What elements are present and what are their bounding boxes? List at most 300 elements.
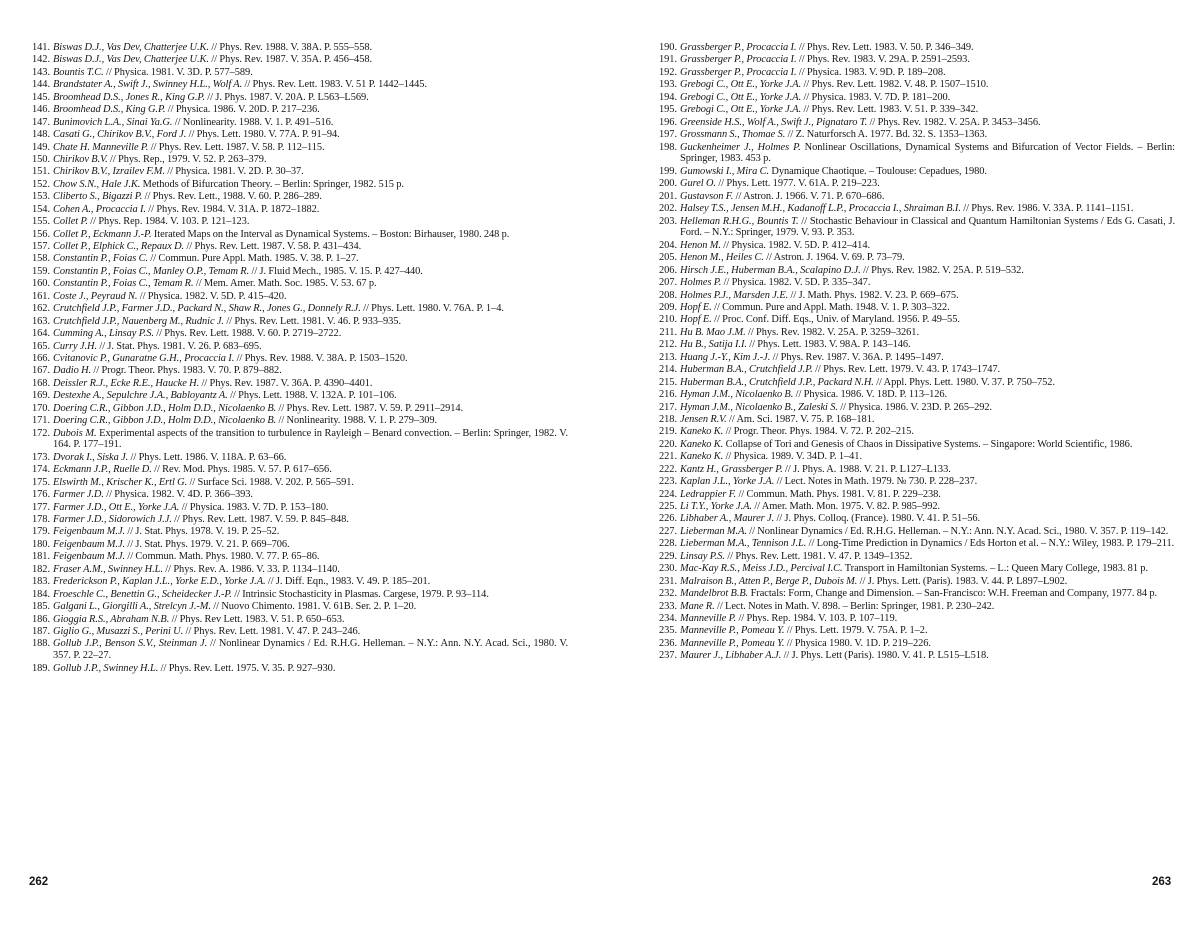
reference-number: 149. bbox=[32, 141, 50, 153]
reference-authors: Holmes P.J., Marsden J.E. bbox=[680, 289, 789, 301]
reference-details: // Phys. Rep. 1984. V. 103. P. 121–123. bbox=[87, 216, 250, 228]
reference-details: // Physica. 1989. V. 34D. P. 1–41. bbox=[723, 451, 862, 463]
reference-entry bbox=[653, 42, 1175, 54]
reference-number: 180. bbox=[32, 538, 50, 550]
reference-entry bbox=[26, 79, 568, 91]
reference-entry bbox=[26, 104, 568, 116]
reference-authors: Grassberger P., Procaccia I. bbox=[680, 66, 797, 78]
reference-number: 158. bbox=[32, 253, 50, 265]
reference-authors: Feigenbaum M.J. bbox=[53, 538, 126, 550]
reference-entry bbox=[26, 564, 568, 576]
reference-details: // Long-Time Prediction in Dynamics / Eds Horton et al. – N.Y.: Wiley, 1983. P. 179–211. bbox=[806, 538, 1175, 550]
reference-details: // Physica. 1983. V. 7D. P. 153–180. bbox=[179, 501, 329, 513]
reference-authors: Halsey T.S., Jensen M.H., Kadanoff L.P., Procaccia I., Shraiman B.I. bbox=[680, 203, 961, 215]
reference-entry bbox=[653, 526, 1175, 538]
reference-entry bbox=[26, 54, 568, 66]
reference-entry bbox=[26, 341, 568, 353]
reference-entry bbox=[26, 241, 568, 253]
reference-authors: Ledrappier F. bbox=[680, 488, 737, 500]
reference-number: 236. bbox=[659, 637, 677, 649]
reference-entry bbox=[653, 129, 1175, 141]
reference-details: // Phys. Rep. 1984. V. 103. P. 107–119. bbox=[736, 612, 898, 624]
reference-details: // Stochastic Behaviour in Classical and Quantum Hamiltonian Systems / Eds G. Casati, J. Ford. – N.Y.: Springer, 1979. V. 93. P. 353. bbox=[680, 215, 1175, 239]
reference-entry bbox=[653, 551, 1175, 563]
reference-number: 214. bbox=[659, 364, 677, 376]
reference-number: 157. bbox=[32, 241, 50, 252]
reference-entry bbox=[653, 117, 1175, 129]
right-page-references bbox=[653, 42, 1175, 663]
reference-number: 182. bbox=[32, 563, 50, 575]
reference-number: 173. bbox=[32, 451, 50, 463]
reference-number: 172. bbox=[32, 427, 50, 439]
reference-details: // Physica. 1986. V. 20D. P. 217–236. bbox=[165, 104, 320, 116]
reference-entry bbox=[26, 353, 568, 365]
reference-authors: Dubois M. bbox=[53, 427, 97, 439]
reference-entry bbox=[653, 327, 1175, 339]
reference-details: // Physica. 1983. V. 9D. P. 189–208. bbox=[796, 66, 946, 78]
reference-authors: Linsay P.S. bbox=[680, 550, 725, 562]
reference-number: 162. bbox=[32, 303, 50, 315]
reference-number: 221. bbox=[659, 451, 677, 463]
reference-authors: Grossmann S., Thomae S. bbox=[680, 129, 786, 141]
reference-number: 219. bbox=[659, 426, 677, 438]
reference-details: // Rev. Mod. Phys. 1985. V. 57. P. 617–656. bbox=[151, 464, 332, 476]
reference-entry bbox=[653, 426, 1175, 438]
reference-details: // Phys. Rev. Lett. 1983. V. 51. P. 339–342. bbox=[801, 104, 979, 116]
reference-details: // Commun. Pure and Appl. Math. 1948. V. 1. P. 303–322. bbox=[711, 302, 950, 313]
reference-authors: Cohen A., Procaccia I. bbox=[53, 203, 146, 215]
reference-number: 179. bbox=[32, 526, 50, 538]
reference-details: // Physica. 1982. V. 4D. P. 366–393. bbox=[103, 489, 253, 501]
reference-number: 195. bbox=[659, 104, 677, 116]
reference-authors: Kaneko K. bbox=[680, 438, 724, 450]
reference-entry bbox=[653, 265, 1175, 277]
reference-entry bbox=[26, 179, 568, 191]
reference-entry bbox=[26, 452, 568, 464]
reference-details: Methods of Bifurcation Theory. – Berlin: Springer, 1982. 515 p. bbox=[140, 178, 404, 190]
reference-entry bbox=[653, 414, 1175, 426]
reference-details: // Phys. Rev. 1988. V. 38A. P. 555–558. bbox=[208, 42, 373, 53]
reference-details: // Phys. Rev. Lett. 1988. V. 60. P. 2719–2722. bbox=[153, 328, 342, 340]
reference-authors: Bountis T.C. bbox=[53, 66, 104, 78]
reference-details: // Phys. Lett. 1983. V. 98A. P. 143–146. bbox=[746, 339, 911, 351]
reference-authors: Gumowski I., Mira C. bbox=[680, 165, 770, 177]
reference-entry bbox=[653, 290, 1175, 302]
reference-number: 189. bbox=[32, 662, 50, 674]
reference-entry bbox=[653, 216, 1175, 240]
reference-details: // J. Phys. 1987. V. 20A. P. L563–L569. bbox=[204, 91, 369, 103]
reference-entry bbox=[26, 526, 568, 538]
reference-details: // J. Stat. Phys. 1978. V. 19. P. 25–52. bbox=[125, 526, 280, 538]
reference-authors: Farmer J.D. bbox=[53, 489, 104, 501]
reference-number: 203. bbox=[659, 215, 677, 227]
reference-entry bbox=[26, 229, 568, 241]
reference-number: 156. bbox=[32, 228, 50, 240]
reference-number: 205. bbox=[659, 252, 677, 264]
reference-entry bbox=[653, 451, 1175, 463]
reference-authors: Farmer J.D., Ott E., Yorke J.A. bbox=[53, 501, 180, 513]
reference-number: 188. bbox=[32, 638, 50, 650]
reference-details: // J. Phys. Lett (Paris). 1980. V. 41. P. L515–L518. bbox=[781, 650, 989, 662]
reference-details: // Phys. Rev. A. 1986. V. 33. P. 1134–1140. bbox=[162, 563, 340, 575]
reference-number: 144. bbox=[32, 79, 50, 91]
reference-entry bbox=[26, 42, 568, 54]
reference-number: 150. bbox=[32, 153, 50, 165]
reference-details: Collapse of Tori and Genesis of Chaos in Dissipative Systems. – Singapore: World Scientific, 1986. bbox=[723, 438, 1133, 450]
reference-entry bbox=[26, 576, 568, 588]
reference-entry bbox=[653, 104, 1175, 116]
reference-details: // Phys. Rev. Lett. 1981. V. 46. P. 933–935. bbox=[223, 315, 402, 327]
reference-details: // Phys. Rev. Lett. 1987. V. 59. P. 845–848. bbox=[171, 514, 349, 526]
reference-entry bbox=[653, 538, 1175, 550]
reference-authors: Crutchfield J.P., Farmer J.D., Packard N., Shaw R., Jones G., Donnely R.J. bbox=[53, 303, 361, 315]
reference-entry bbox=[26, 638, 568, 662]
reference-number: 230. bbox=[659, 563, 677, 575]
reference-details: // Phys. Lett. 1986. V. 118A. P. 63–66. bbox=[128, 451, 287, 463]
reference-entry bbox=[26, 390, 568, 402]
reference-authors: Cvitanovic P., Gunaratne G.H., Procaccia I. bbox=[53, 352, 235, 364]
reference-details: // J. Math. Phys. 1982. V. 23. P. 669–675. bbox=[788, 289, 959, 301]
reference-number: 228. bbox=[659, 538, 677, 550]
reference-entry bbox=[26, 67, 568, 79]
reference-authors: Li T.Y., Yorke J.A. bbox=[680, 501, 752, 512]
reference-authors: Lieberman M.A., Tennison J.L. bbox=[680, 538, 807, 550]
reference-authors: Farmer J.D., Sidorowich J.J. bbox=[53, 514, 172, 526]
reference-number: 215. bbox=[659, 376, 677, 388]
reference-entry bbox=[26, 551, 568, 563]
reference-number: 159. bbox=[32, 265, 50, 277]
reference-authors: Fraser A.M., Swinney H.L. bbox=[53, 563, 163, 575]
reference-details: // Phys. Rev. Lett. 1983. V. 50. P. 346–349. bbox=[796, 42, 974, 53]
reference-authors: Manneville P., Pomeau Y. bbox=[680, 637, 785, 649]
reference-authors: Hu B., Satija I.I. bbox=[680, 339, 747, 351]
reference-authors: Cliberto S., Bigazzi P. bbox=[53, 191, 143, 203]
reference-number: 209. bbox=[659, 302, 677, 313]
reference-entry bbox=[653, 563, 1175, 575]
reference-entry bbox=[653, 339, 1175, 351]
reference-details: // J. Phys. A. 1988. V. 21. P. L127–L133. bbox=[782, 463, 951, 475]
reference-authors: Cumming A., Linsay P.S. bbox=[53, 328, 154, 340]
reference-number: 147. bbox=[32, 116, 50, 128]
reference-number: 148. bbox=[32, 129, 50, 141]
reference-details: // J. Phys. Lett. (Paris). 1983. V. 44. P. L897–L902. bbox=[857, 575, 1068, 587]
reference-number: 237. bbox=[659, 650, 677, 662]
reference-entry bbox=[26, 216, 568, 228]
reference-details: // Commun. Pure Appl. Math. 1985. V. 38. P. 1–27. bbox=[148, 253, 359, 265]
reference-number: 192. bbox=[659, 66, 677, 78]
reference-entry bbox=[653, 576, 1175, 588]
reference-authors: Gollub J.P., Benson S.V., Steinman J. bbox=[53, 638, 208, 650]
reference-number: 193. bbox=[659, 79, 677, 91]
reference-number: 141. bbox=[32, 42, 50, 53]
reference-details: // Physica. 1986. V. 18D. P. 113–126. bbox=[793, 389, 948, 401]
reference-details: // Phys. Rev. Lett. 1987. V. 58. P. 431–434. bbox=[184, 241, 362, 252]
reference-number: 198. bbox=[659, 141, 677, 153]
reference-authors: Lieberman M.A. bbox=[680, 525, 747, 537]
reference-authors: Destexhe A., Sepulchre J.A., Babloyantz A. bbox=[53, 390, 228, 402]
reference-authors: Mane R. bbox=[680, 600, 715, 612]
reference-number: 175. bbox=[32, 476, 50, 488]
reference-details: // Phys. Rev. Lett. 1979. V. 43. P. 1743–1747. bbox=[812, 364, 1001, 376]
reference-authors: Giglio G., Musazzi S., Perini U. bbox=[53, 625, 184, 637]
reference-details: // Physica. 1981. V. 2D. P. 30–37. bbox=[164, 166, 304, 178]
reference-authors: Malraison B., Atten P., Berge P., Dubois M. bbox=[680, 575, 858, 587]
reference-details: // Phys. Rev. 1987. V. 36A. P. 4390–4401. bbox=[199, 377, 373, 389]
reference-entry bbox=[26, 489, 568, 501]
reference-authors: Doering C.R., Gibbon J.D., Holm D.D., Nicolaenko B. bbox=[53, 402, 277, 414]
reference-number: 211. bbox=[659, 326, 677, 338]
reference-authors: Huang J.-Y., Kim J.-J. bbox=[680, 351, 771, 363]
reference-entry bbox=[26, 117, 568, 129]
reference-details: // Phys. Rep., 1979. V. 52. P. 263–379. bbox=[107, 153, 267, 165]
reference-details: Experimental aspects of the transition to turbulence in Rayleigh – Benard convection. – Berlin: Springer, 1982. V. 164. P. 177–191. bbox=[53, 427, 568, 451]
reference-number: 190. bbox=[659, 42, 677, 53]
reference-entry bbox=[653, 67, 1175, 79]
reference-authors: Crutchfield J.P., Nauenberg M., Rudnic J. bbox=[53, 315, 224, 327]
reference-number: 146. bbox=[32, 104, 50, 116]
reference-entry bbox=[653, 277, 1175, 289]
reference-number: 164. bbox=[32, 328, 50, 340]
reference-entry bbox=[653, 240, 1175, 252]
reference-authors: Biswas D.J., Vas Dev, Chatterjee U.K. bbox=[53, 54, 209, 66]
reference-entry bbox=[26, 403, 568, 415]
reference-details: // Am. Sci. 1987. V. 75. P. 168–181. bbox=[726, 413, 875, 425]
reference-entry bbox=[653, 54, 1175, 66]
reference-authors: Constantin P., Foias C. bbox=[53, 253, 149, 265]
reference-authors: Collet P. bbox=[53, 216, 88, 228]
left-page-references bbox=[26, 42, 568, 675]
page-number-right: 263 bbox=[1152, 876, 1172, 888]
reference-authors: Kaneko K. bbox=[680, 426, 724, 438]
reference-authors: Holmes P. bbox=[680, 277, 722, 289]
reference-entry bbox=[26, 589, 568, 601]
reference-authors: Gollub J.P., Swinney H.L. bbox=[53, 662, 159, 674]
reference-details: // Appl. Phys. Lett. 1980. V. 37. P. 750–752. bbox=[873, 376, 1055, 388]
reference-number: 222. bbox=[659, 463, 677, 475]
reference-number: 151. bbox=[32, 166, 50, 178]
reference-entry bbox=[653, 92, 1175, 104]
reference-details: // Phys. Rev. 1982. V. 25A. P. 3453–3456. bbox=[867, 116, 1041, 128]
reference-details: // Phys. Rev. Lett., 1988. V. 60. P. 286–289. bbox=[142, 191, 322, 203]
reference-number: 186. bbox=[32, 613, 50, 625]
reference-authors: Grassberger P., Procaccia I. bbox=[680, 42, 797, 53]
reference-authors: Broomhead D.S., Jones R., King G.P. bbox=[53, 91, 205, 103]
reference-entry bbox=[653, 601, 1175, 613]
reference-entry bbox=[653, 166, 1175, 178]
reference-entry bbox=[653, 178, 1175, 190]
reference-entry bbox=[26, 626, 568, 638]
reference-number: 201. bbox=[659, 190, 677, 202]
reference-number: 145. bbox=[32, 91, 50, 103]
reference-number: 234. bbox=[659, 612, 677, 624]
reference-entry bbox=[653, 464, 1175, 476]
reference-authors: Dadio H. bbox=[53, 365, 92, 377]
reference-details: // Phys. Rev Lett. 1983. V. 51. P. 650–653. bbox=[169, 613, 345, 625]
reference-authors: Coste J., Peyraud N. bbox=[53, 290, 138, 302]
reference-authors: Hirsch J.E., Huberman B.A., Scalapino D.J. bbox=[680, 264, 861, 276]
reference-number: 169. bbox=[32, 390, 50, 402]
reference-number: 165. bbox=[32, 340, 50, 352]
reference-number: 208. bbox=[659, 289, 677, 301]
reference-authors: Hopf E. bbox=[680, 314, 712, 326]
reference-details: // Phys. Lett. 1979. V. 75A. P. 1–2. bbox=[784, 625, 928, 637]
reference-authors: Collet P., Elphick C., Repaux D. bbox=[53, 241, 185, 252]
reference-number: 199. bbox=[659, 165, 677, 177]
reference-number: 220. bbox=[659, 438, 677, 450]
reference-details: // Phys. Rev. Lett. 1981. V. 47. P. 243–246. bbox=[183, 625, 361, 637]
reference-authors: Elswirth M., Krischer K., Ertl G. bbox=[53, 476, 188, 488]
reference-number: 152. bbox=[32, 178, 50, 190]
reference-authors: Libhaber A., Maurer J. bbox=[680, 513, 775, 525]
reference-details: Dynamique Chaotique. – Toulouse: Cepadues, 1980. bbox=[769, 165, 987, 177]
reference-details: // Nonlinear Dynamics / Ed. R.H.G. Helleman. – N.Y.: Ann. N.Y. Acad. Sci., 1980. V. 357. P. 22–27. bbox=[53, 638, 568, 662]
reference-entry bbox=[26, 191, 568, 203]
reference-entry bbox=[653, 352, 1175, 364]
reference-entry bbox=[653, 302, 1175, 314]
reference-authors: Feigenbaum M.J. bbox=[53, 526, 126, 538]
reference-number: 194. bbox=[659, 91, 677, 103]
reference-number: 187. bbox=[32, 625, 50, 637]
reference-number: 206. bbox=[659, 264, 677, 276]
reference-authors: Broomhead D.S., King G.P. bbox=[53, 104, 166, 116]
reference-details: // Progr. Theor. Phys. 1983. V. 70. P. 879–882. bbox=[91, 365, 282, 377]
reference-number: 212. bbox=[659, 339, 677, 351]
reference-authors: Biswas D.J., Vas Dev, Chatterjee U.K. bbox=[53, 42, 209, 53]
reference-entry bbox=[26, 303, 568, 315]
reference-details: // Physica. 1983. V. 7D. P. 181–200. bbox=[801, 91, 951, 103]
reference-entry bbox=[26, 601, 568, 613]
reference-entry bbox=[653, 650, 1175, 662]
reference-number: 163. bbox=[32, 315, 50, 327]
reference-authors: Chow S.N., Hale J.K. bbox=[53, 178, 141, 190]
reference-authors: Kantz H., Grassberger P. bbox=[680, 463, 783, 475]
reference-entry bbox=[26, 614, 568, 626]
reference-authors: Feigenbaum M.J. bbox=[53, 551, 126, 563]
reference-entry bbox=[26, 477, 568, 489]
reference-number: 184. bbox=[32, 588, 50, 600]
reference-authors: Huberman B.A., Crutchfield J.P. bbox=[680, 364, 813, 376]
reference-entry bbox=[26, 204, 568, 216]
reference-number: 223. bbox=[659, 476, 677, 488]
reference-number: 177. bbox=[32, 501, 50, 513]
reference-entry bbox=[653, 203, 1175, 215]
reference-number: 170. bbox=[32, 402, 50, 414]
reference-authors: Henon M., Heiles C. bbox=[680, 252, 764, 264]
reference-number: 176. bbox=[32, 489, 50, 501]
reference-details: // Phys. Rev. Lett. 1987. V. 59. P. 2911–2914. bbox=[276, 402, 464, 414]
reference-authors: Huberman B.A., Crutchfield J.P., Packard N.H. bbox=[680, 376, 874, 388]
reference-details: // J. Stat. Phys. 1979. V. 21. P. 669–706. bbox=[125, 538, 290, 550]
reference-number: 202. bbox=[659, 203, 677, 215]
reference-number: 142. bbox=[32, 54, 50, 66]
reference-details: // Phys. Lett. 1980. V. 76A. P. 1–4. bbox=[360, 303, 504, 315]
reference-authors: Hu B. Mao J.M. bbox=[680, 326, 746, 338]
reference-authors: Hyman J.M., Nicolaenko B. bbox=[680, 389, 794, 401]
reference-entry bbox=[653, 501, 1175, 513]
reference-number: 224. bbox=[659, 488, 677, 500]
reference-authors: Curry J.H. bbox=[53, 340, 98, 352]
reference-number: 197. bbox=[659, 129, 677, 141]
reference-number: 174. bbox=[32, 464, 50, 476]
reference-entry bbox=[653, 377, 1175, 389]
reference-entry bbox=[26, 166, 568, 178]
reference-entry bbox=[26, 92, 568, 104]
reference-authors: Brandstater A., Swift J., Swinney H.L., Wolf A. bbox=[53, 79, 243, 91]
reference-entry bbox=[26, 316, 568, 328]
reference-entry bbox=[26, 129, 568, 141]
reference-entry bbox=[26, 266, 568, 278]
reference-number: 154. bbox=[32, 203, 50, 215]
reference-details: // Commun. Math. Phys. 1980. V. 77. P. 65–86. bbox=[125, 551, 320, 563]
reference-authors: Chirikov B.V., Izrailev F.M. bbox=[53, 166, 165, 178]
reference-details: // Lect. Notes in Math. V. 898. – Berlin: Springer, 1981. P. 230–242. bbox=[714, 600, 995, 612]
reference-authors: Mandelbrot B.B. bbox=[680, 588, 749, 600]
reference-entry bbox=[653, 588, 1175, 600]
reference-authors: Casati G., Chirikov B.V., Ford J. bbox=[53, 129, 187, 141]
reference-details: // Intrinsic Stochasticity in Plasmas. Cargese, 1979. P. 93–114. bbox=[231, 588, 489, 600]
reference-number: 160. bbox=[32, 278, 50, 290]
reference-authors: Grebogi C., Ott E., Yorke J.A. bbox=[680, 104, 802, 116]
reference-number: 153. bbox=[32, 191, 50, 203]
reference-details: // Phys. Rev. 1983. V. 29A. P. 2591–2593. bbox=[796, 54, 970, 66]
reference-entry bbox=[26, 428, 568, 452]
reference-number: 227. bbox=[659, 525, 677, 537]
reference-number: 181. bbox=[32, 551, 50, 563]
reference-number: 183. bbox=[32, 576, 50, 588]
reference-entry bbox=[653, 252, 1175, 264]
reference-details: // Phys. Rev. Lett. 1975. V. 35. P. 927–930. bbox=[158, 662, 336, 674]
reference-authors: Collet P., Eckmann J.-P. bbox=[53, 228, 152, 240]
reference-entry bbox=[653, 613, 1175, 625]
reference-number: 167. bbox=[32, 365, 50, 377]
reference-details: // J. Phys. Colloq. (France). 1980. V. 41. P. 51–56. bbox=[774, 513, 981, 525]
reference-authors: Grebogi C., Ott E., Yorke J.A. bbox=[680, 91, 802, 103]
reference-entry bbox=[26, 328, 568, 340]
reference-authors: Hopf E. bbox=[680, 302, 712, 313]
reference-number: 204. bbox=[659, 239, 677, 251]
reference-entry bbox=[26, 415, 568, 427]
reference-authors: Constantin P., Foias C., Temam R. bbox=[53, 278, 194, 290]
reference-authors: Bunimovich L.A., Sinai Ya.G. bbox=[53, 116, 173, 128]
reference-authors: Grebogi C., Ott E., Yorke J.A. bbox=[680, 79, 802, 91]
reference-number: 233. bbox=[659, 600, 677, 612]
reference-authors: Guckenheimer J., Holmes P. bbox=[680, 141, 801, 153]
reference-details: // J. Fluid Mech., 1985. V. 15. P. 427–440. bbox=[249, 265, 423, 277]
reference-details: // Phys. Rev. Lett. 1987. V. 58. P. 112–115. bbox=[148, 141, 325, 153]
reference-authors: Kaneko K. bbox=[680, 451, 724, 463]
reference-details: // Physica. 1982. V. 5D. P. 335–347. bbox=[721, 277, 871, 289]
reference-details: // Phys. Rev. 1986. V. 33A. P. 1141–1151. bbox=[960, 203, 1134, 215]
reference-number: 185. bbox=[32, 601, 50, 613]
reference-details: // J. Diff. Eqn., 1983. V. 49. P. 185–201. bbox=[265, 576, 431, 588]
reference-authors: Eckmann J.P., Ruelle D. bbox=[53, 464, 152, 476]
reference-authors: Kaplan J.L., Yorke J.A. bbox=[680, 476, 775, 488]
reference-authors: Frederickson P., Kaplan J.L., Yorke E.D., Yorke J.A. bbox=[53, 576, 266, 588]
reference-details: // Nonlinear Dynamics / Ed. R.H.G. Helleman. – N.Y.: Ann. N.Y. Acad. Sci., 1980. V. 357. P. 119–142. bbox=[746, 525, 1169, 537]
reference-details: // Surface Sci. 1988. V. 202. P. 565–591. bbox=[187, 476, 354, 488]
reference-details: // Physica. 1982. V. 5D. P. 415–420. bbox=[137, 290, 287, 302]
reference-entry bbox=[26, 278, 568, 290]
reference-number: 178. bbox=[32, 514, 50, 526]
reference-number: 213. bbox=[659, 351, 677, 363]
reference-details: // Phys. Rev. 1982. V. 25A. P. 3259–3261. bbox=[745, 326, 920, 338]
reference-number: 235. bbox=[659, 625, 677, 637]
reference-details: Nonlinear Oscillations, Dynamical Systems and Bifurcation of Vector Fields. – Berlin: Springer, 1983. 453 p. bbox=[680, 141, 1175, 165]
reference-details: // Physica 1980. V. 1D. P. 219–226. bbox=[784, 637, 931, 649]
reference-details: // Amer. Math. Mon. 1975. V. 82. P. 985–992. bbox=[751, 501, 941, 512]
reference-entry bbox=[26, 514, 568, 526]
reference-details: // Progr. Theor. Phys. 1984. V. 72. P. 202–215. bbox=[723, 426, 914, 438]
